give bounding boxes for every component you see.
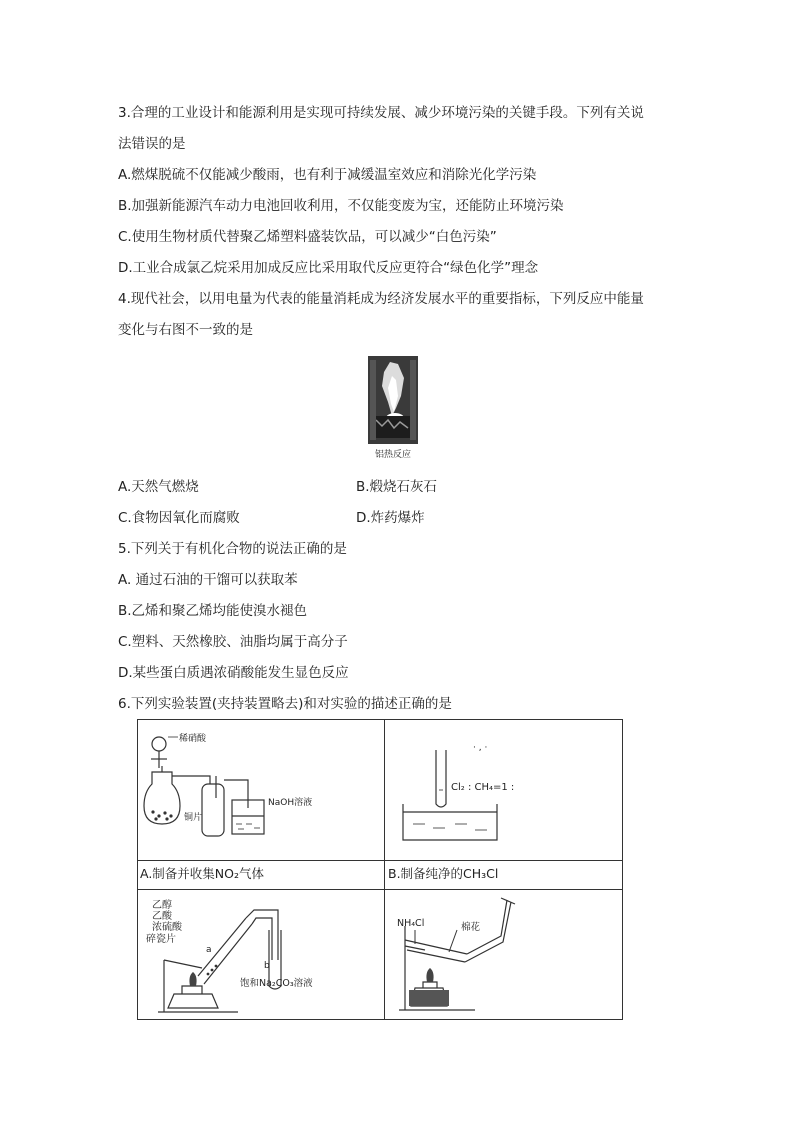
q3-stem-line1: 3.合理的工业设计和能源利用是实现可持续发展、减少环境污染的关键手段。下列有关说 (118, 105, 644, 121)
q4-stem-line1: 4.现代社会，以用电量为代表的能量消耗成为经济发展水平的重要指标，下列反应中能量 (118, 291, 644, 307)
label-dilute-nitric-acid: 稀硝酸 (179, 734, 207, 744)
thermite-figure (368, 356, 418, 460)
q5-option-a: A. 通过石油的干馏可以获取苯 (118, 572, 298, 588)
q5-option-c: C.塑料、天然橡胶、油脂均属于高分子 (118, 634, 348, 650)
q4-option-a: A.天然气燃烧 (118, 479, 199, 495)
caption-a: A.制备并收集NO₂气体 (140, 866, 265, 881)
apparatus-b-diagram (385, 720, 622, 860)
row-divider-1 (138, 860, 622, 861)
q5-option-d: D.某些蛋白质遇浓硝酸能发生显色反应 (118, 665, 349, 681)
apparatus-d-diagram (385, 890, 622, 1018)
label-point-a: a (206, 945, 212, 955)
q4-option-c: C.食物因氧化而腐败 (118, 510, 240, 526)
q4-option-d: D.炸药爆炸 (356, 510, 425, 526)
q3-option-c: C.使用生物材质代替聚乙烯塑料盛装饮品，可以减少“白色污染” (118, 229, 497, 245)
apparatus-c-diagram (138, 890, 384, 1018)
q4-stem-line2: 变化与右图不一致的是 (118, 322, 253, 338)
label-copper: 铜片 (184, 813, 203, 823)
thermite-photo (368, 356, 418, 444)
label-naoh-solution: NaOH溶液 (268, 798, 313, 808)
label-ethanol: 乙醇 (152, 900, 172, 911)
figure-caption: 铝热反应 (374, 450, 411, 460)
q5-option-b: B.乙烯和聚乙烯均能使溴水褪色 (118, 603, 308, 619)
caption-b: B.制备纯净的CH₃Cl (388, 866, 499, 881)
label-acetic-acid: 乙酸 (152, 911, 172, 922)
label-gas-ratio: Cl₂ : CH₄=1 : (451, 782, 515, 793)
q3-option-d: D.工业合成氯乙烷采用加成反应比采用取代反应更符合“绿色化学”理念 (118, 260, 539, 276)
apparatus-table (137, 719, 623, 1020)
q6-stem: 6.下列实验装置(夹持装置略去)和对实验的描述正确的是 (118, 696, 452, 712)
label-sulfuric-acid: 浓硫酸 (152, 922, 182, 933)
q3-option-b: B.加强新能源汽车动力电池回收利用，不仅能变废为宝，还能防止环境污染 (118, 198, 564, 214)
label-porcelain-chips: 碎瓷片 (146, 934, 176, 945)
q4-option-b: B.煅烧石灰石 (356, 479, 438, 495)
q3-option-a: A.燃煤脱硫不仅能减少酸雨，也有利于减缓温室效应和消除光化学污染 (118, 167, 537, 183)
label-cotton: 棉花 (461, 922, 481, 933)
q5-stem: 5.下列关于有机化合物的说法正确的是 (118, 541, 347, 557)
label-nh4cl: NH₄Cl (397, 918, 425, 929)
apparatus-a-diagram (138, 720, 384, 860)
label-dots: · , · (473, 743, 488, 753)
label-na2co3-solution: 饱和Na₂CO₃溶液 (240, 978, 313, 989)
label-point-b: b (264, 961, 270, 971)
q3-stem-line2: 法错误的是 (118, 136, 186, 152)
